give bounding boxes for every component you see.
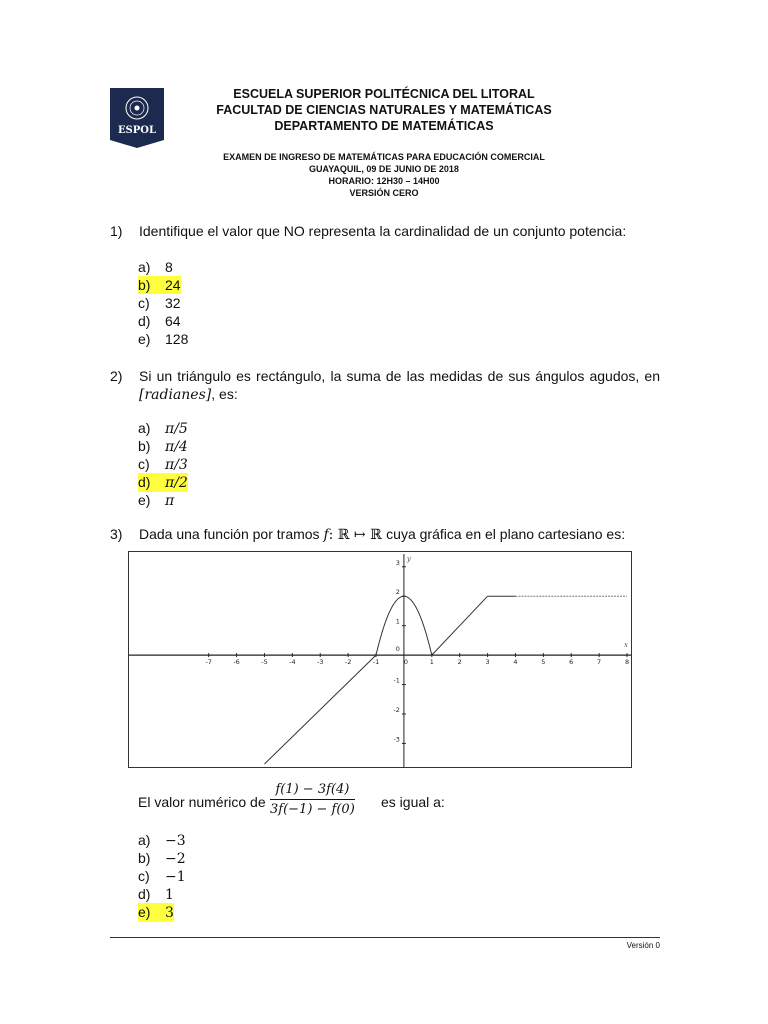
y-tick-label: -3 [393,735,400,744]
x-tick-label: 4 [513,658,518,667]
q1-option-b: b) 24 [138,277,181,293]
x-tick-label: 3 [485,658,490,667]
question-1-number: 1) [110,223,123,239]
series-linear-right [432,596,488,655]
q3-option-a: a) −3 [138,832,186,849]
fraction-numerator: f(1) − 3f(4) [270,782,355,800]
logo-text: ESPOL [117,125,157,136]
question-2-text-line1: Si un triángulo es rectángulo, la suma de las medidas de sus ángulos agudos, en [139,368,660,384]
question-3-number: 3) [110,526,123,542]
q3-option-c: c) −1 [138,868,186,885]
y-tick-label: -1 [393,676,400,685]
x-tick-label: 0 [403,658,408,667]
exam-title: EXAMEN DE INGRESO DE MATEMÁTICAS PARA EDUCACIÓN COMERCIAL [223,152,545,162]
question-1-text: Identifique el valor que NO representa la cardinalidad de un conjunto potencia: [139,223,627,239]
x-tick-label: 2 [457,658,462,667]
y-tick-label: 0 [395,645,400,654]
y-tick-label: 2 [395,588,400,597]
x-tick-label: -2 [344,658,352,667]
school-name: ESCUELA SUPERIOR POLITÉCNICA DEL LITORAL [233,87,535,101]
question-2-text-line2: [radianes], es: [139,386,238,403]
department-name: DEPARTAMENTO DE MATEMÁTICAS [274,119,494,133]
exam-place-date: GUAYAQUIL, 09 DE JUNIO DE 2018 [309,164,459,174]
y-tick-label: -2 [393,706,400,714]
question-2 [110,367,660,407]
x-tick-label: -1 [372,658,380,667]
x-tick-label: -5 [261,658,268,667]
x-tick-label: 5 [541,658,546,667]
q1-option-e: e) 128 [138,331,189,347]
graph-curves [264,596,630,764]
faculty-name: FACULTAD DE CIENCIAS NATURALES Y MATEMÁTICAS [216,103,552,117]
q1-option-a: a) 8 [138,259,173,275]
y-tick-label: 3 [395,558,400,567]
graph-axes [129,554,631,767]
x-tick-label: 6 [569,658,574,667]
x-tick-label: 8 [624,658,630,667]
footer-divider [110,937,660,938]
exam-version: VERSIÓN CERO [349,188,419,198]
x-tick-label: -4 [289,658,296,667]
q1-option-d: d) 64 [138,313,181,329]
question-3-text: Dada una función por tramos f: ℝ ↦ ℝ cuya gráfica en el plano cartesiano es: [139,526,626,543]
y-tick-label: 1 [395,617,400,626]
footer-version: Versión 0 [626,941,660,950]
x-tick-label: 7 [597,658,602,667]
q3-option-e: e) 3 [138,904,174,921]
q2-option-e: e) π [138,492,175,509]
equals-text: es igual a: [381,794,445,810]
q3-option-d: d) 1 [138,886,174,903]
q3-option-b: b) −2 [138,850,186,867]
q2-option-d: d) π/2 [138,474,188,491]
fraction-denominator: 3f(−1) − f(0) [270,802,355,817]
q1-option-c: c) 32 [138,295,181,311]
question-2-number: 2) [110,368,123,384]
value-question-text: El valor numérico de [138,794,266,810]
piecewise-function-graph [128,551,632,768]
x-tick-label: 1 [429,658,434,667]
x-axis-label: x [624,641,628,650]
q2-option-a: a) π/5 [138,420,188,437]
y-axis-label: y [406,554,411,563]
x-tick-label: -3 [317,658,324,667]
q2-option-c: c) π/3 [138,456,188,473]
series-linear-left [264,655,376,764]
x-tick-label: -7 [205,658,212,667]
graph-ticks [205,559,629,744]
exam-schedule: HORARIO: 12H30 – 14H00 [328,176,440,186]
x-tick-label: -6 [233,658,240,667]
value-fraction [270,782,355,817]
q2-option-b: b) π/4 [138,438,188,455]
